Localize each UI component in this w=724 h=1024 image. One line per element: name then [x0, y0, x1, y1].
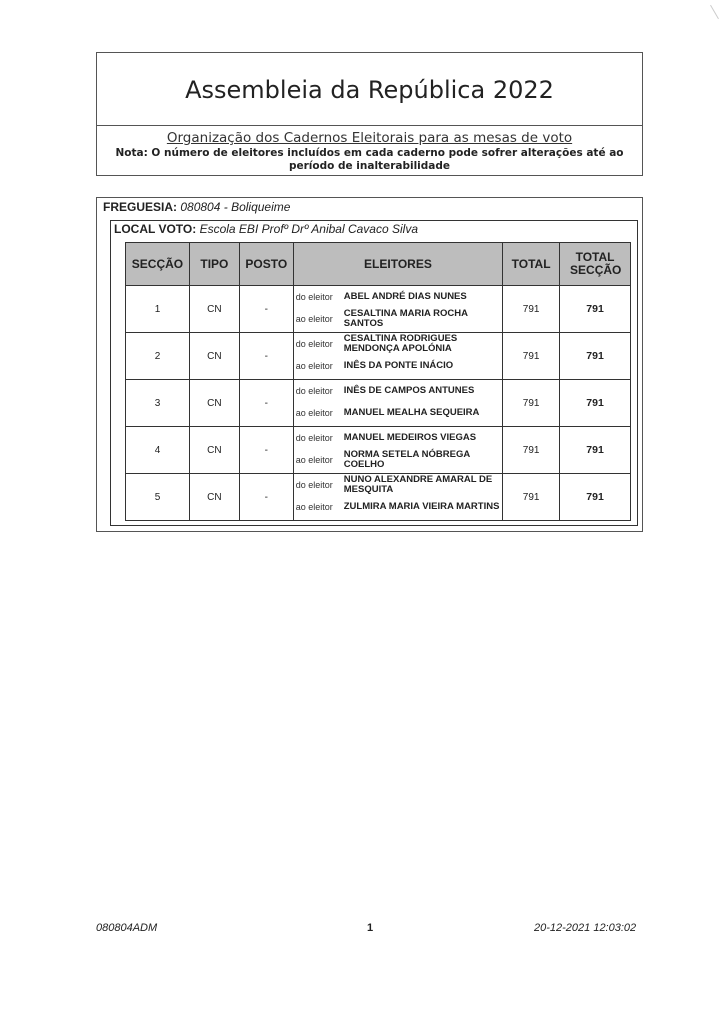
cell-total: 791: [503, 474, 560, 521]
cell-tipo: CN: [189, 333, 239, 380]
to-voter-prefix: ao eleitor: [295, 361, 333, 371]
cell-total-seccao: 791: [560, 380, 631, 427]
from-voter-line: [294, 286, 502, 308]
cell-tipo: CN: [189, 474, 239, 521]
cell-seccao: 4: [126, 427, 190, 474]
to-voter-prefix: ao eleitor: [295, 314, 333, 324]
cell-total-seccao: 791: [560, 474, 631, 521]
table-row: [126, 427, 631, 474]
local-voto-label: LOCAL VOTO:: [114, 222, 197, 236]
cell-seccao: 1: [126, 286, 190, 333]
page-title: Assembleia da República 2022: [185, 76, 554, 104]
from-voter-line: [294, 333, 502, 355]
cell-total: 791: [503, 286, 560, 333]
from-voter-prefix: do eleitor: [295, 292, 333, 302]
cell-total-seccao: 791: [560, 286, 631, 333]
cell-seccao: 2: [126, 333, 190, 380]
cell-posto: -: [239, 333, 293, 380]
sections-table: [125, 242, 631, 521]
from-voter-name: NUNO ALEXANDRE AMARAL DE MESQUITA: [343, 474, 493, 495]
from-voter-line: [294, 380, 502, 402]
from-voter-prefix: do eleitor: [295, 339, 333, 349]
cell-tipo: CN: [189, 286, 239, 333]
from-voter-line: [294, 427, 502, 449]
from-voter-prefix: do eleitor: [295, 386, 333, 396]
cell-total: 791: [503, 333, 560, 380]
to-voter-prefix: ao eleitor: [295, 408, 333, 418]
local-voto-line: [114, 222, 418, 236]
to-voter-line: [294, 449, 502, 471]
col-header-tipo: TIPO: [189, 243, 239, 286]
to-voter-line: [294, 308, 502, 330]
to-voter-line: [294, 402, 502, 424]
freguesia-line: [103, 200, 290, 214]
freguesia-label: FREGUESIA:: [103, 200, 178, 214]
cell-eleitores: [293, 333, 502, 380]
to-voter-name: NORMA SETELA NÓBREGA COELHO: [343, 449, 470, 470]
col-header-seccao: SECÇÃO: [126, 243, 190, 286]
cell-total: 791: [503, 380, 560, 427]
local-voto-value: Escola EBI Profº Drº Anibal Cavaco Silva: [199, 222, 418, 236]
col-header-total-seccao-text: TOTAL SECÇÃO: [570, 250, 622, 277]
from-voter-prefix: do eleitor: [295, 433, 333, 443]
to-voter-line: [294, 496, 502, 518]
from-voter-prefix: do eleitor: [295, 480, 333, 490]
to-voter-name: CESALTINA MARIA ROCHA SANTOS: [343, 308, 468, 329]
title-area: [97, 53, 642, 126]
from-voter-name: MANUEL MEDEIROS VIEGAS: [343, 432, 477, 443]
table-row: [126, 474, 631, 521]
scan-mark: [710, 5, 719, 19]
to-voter-prefix: ao eleitor: [295, 502, 333, 512]
table-row: [126, 333, 631, 380]
to-voter-name: ZULMIRA MARIA VIEIRA MARTINS: [343, 501, 500, 512]
cell-seccao: 3: [126, 380, 190, 427]
cell-posto: -: [239, 380, 293, 427]
cell-eleitores: [293, 286, 502, 333]
col-header-total: TOTAL: [503, 243, 560, 286]
cell-eleitores: [293, 427, 502, 474]
footer-timestamp: 20-12-2021 12:03:02: [534, 922, 637, 934]
to-voter-line: [294, 355, 502, 377]
note: Nota: O número de eleitores incluídos em cada caderno pode sofrer alterações até ao período de inalterabilidade: [115, 147, 624, 172]
cell-eleitores: [293, 474, 502, 521]
col-header-eleitores: ELEITORES: [293, 243, 502, 286]
cell-posto: -: [239, 286, 293, 333]
cell-total: 791: [503, 427, 560, 474]
cell-total-seccao: 791: [560, 333, 631, 380]
cell-seccao: 5: [126, 474, 190, 521]
to-voter-name: MANUEL MEALHA SEQUEIRA: [343, 407, 480, 418]
header-box: [96, 52, 643, 176]
cell-total-seccao: 791: [560, 427, 631, 474]
col-header-total-seccao: [560, 243, 631, 286]
cell-tipo: CN: [189, 380, 239, 427]
table-header-row: [126, 243, 631, 286]
from-voter-name: CESALTINA RODRIGUES MENDONÇA APOLÓNIA: [343, 333, 458, 354]
from-voter-line: [294, 474, 502, 496]
cell-eleitores: [293, 380, 502, 427]
to-voter-name: INÊS DA PONTE INÁCIO: [343, 360, 454, 371]
page-number: 1: [367, 922, 374, 934]
subtitle: Organização dos Cadernos Eleitorais para as mesas de voto: [166, 130, 573, 146]
table-row: [126, 286, 631, 333]
from-voter-name: ABEL ANDRÉ DIAS NUNES: [343, 291, 467, 302]
footer-code: 080804ADM: [96, 922, 158, 934]
cell-posto: -: [239, 427, 293, 474]
cell-tipo: CN: [189, 427, 239, 474]
table-row: [126, 380, 631, 427]
freguesia-value: 080804 - Boliqueime: [180, 200, 291, 214]
to-voter-prefix: ao eleitor: [295, 455, 333, 465]
from-voter-name: INÊS DE CAMPOS ANTUNES: [343, 385, 475, 396]
col-header-posto: POSTO: [239, 243, 293, 286]
cell-posto: -: [239, 474, 293, 521]
